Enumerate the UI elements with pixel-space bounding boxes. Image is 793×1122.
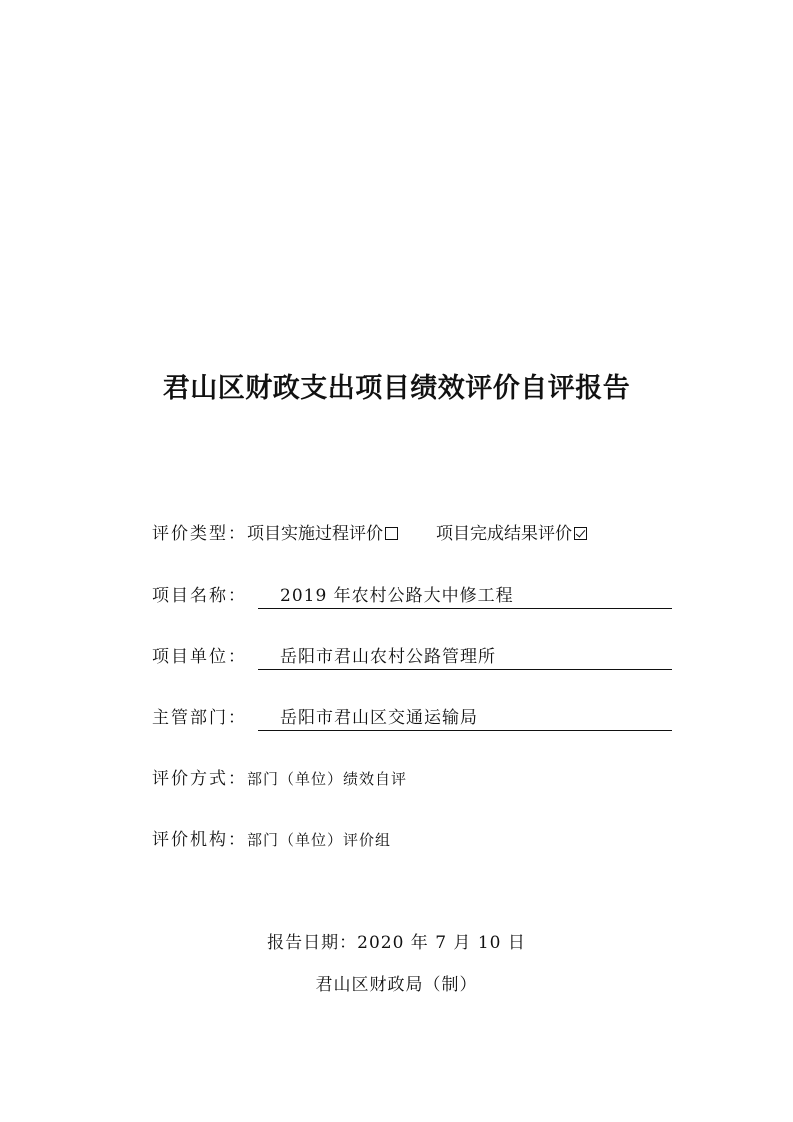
option-result-checkbox[interactable] xyxy=(574,527,587,540)
dept-label: 主管部门： xyxy=(152,708,247,728)
eval-org-row xyxy=(152,828,391,852)
project-name-value: 2019 年农村公路大中修工程 xyxy=(258,584,672,609)
project-unit-label: 项目单位： xyxy=(152,647,247,667)
eval-method-row xyxy=(152,767,407,791)
project-name-label: 项目名称： xyxy=(152,586,247,606)
eval-method-label: 评价方式： xyxy=(152,769,247,789)
eval-type-row xyxy=(152,522,587,546)
report-date: 报告日期：2020 年 7 月 10 日 xyxy=(267,933,526,953)
option-process-checkbox[interactable] xyxy=(385,527,398,540)
project-unit-value: 岳阳市君山农村公路管理所 xyxy=(258,645,672,670)
eval-org-label: 评价机构： xyxy=(152,830,247,850)
option-result-label: 项目完成结果评价 xyxy=(436,524,572,544)
issuer: 君山区财政局（制） xyxy=(315,975,478,995)
eval-type-label: 评价类型： xyxy=(152,524,247,544)
eval-method-value: 部门（单位）绩效自评 xyxy=(247,770,408,788)
report-title: 君山区财政支出项目绩效评价自评报告 xyxy=(162,373,631,404)
eval-org-value: 部门（单位）评价组 xyxy=(247,831,392,849)
option-process-label: 项目实施过程评价 xyxy=(247,524,383,544)
dept-value: 岳阳市君山区交通运输局 xyxy=(258,706,672,731)
